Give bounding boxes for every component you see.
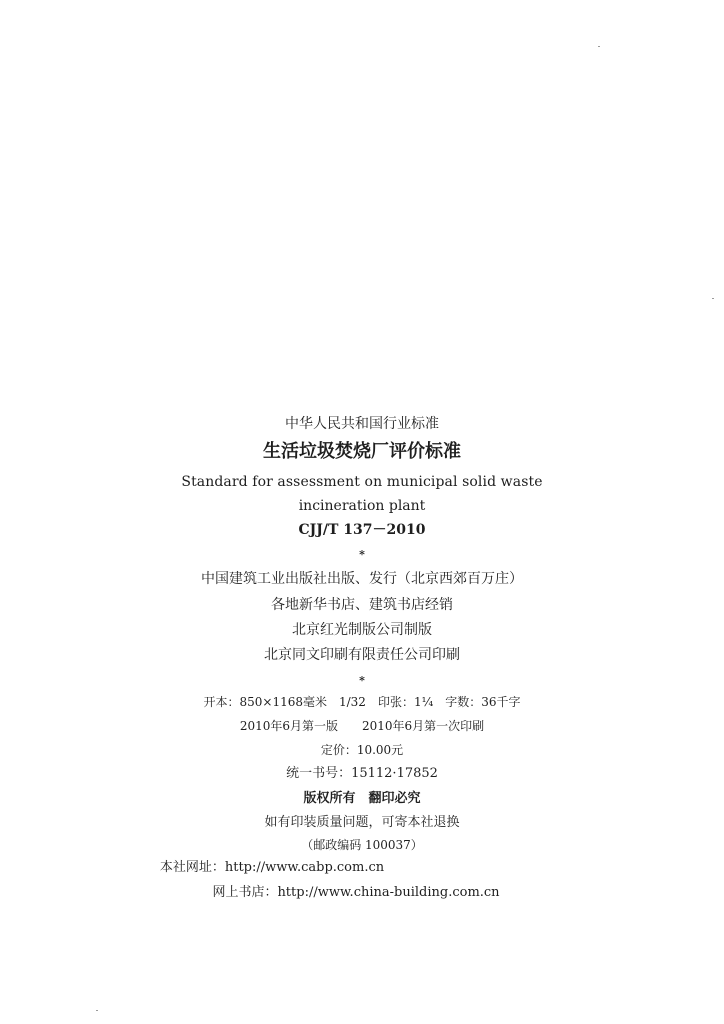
- return-note-line: 如有印装质量问题，可寄本社退换: [264, 815, 460, 830]
- separator-asterisk: *: [359, 548, 365, 561]
- standard-category: 中华人民共和国行业标准: [285, 416, 439, 432]
- separator-asterisk-2: *: [359, 674, 365, 687]
- book-number-line: 统一书号：15112·17852: [286, 766, 438, 781]
- publisher-line: 中国建筑工业出版社出版、发行（北京西郊百万庄）: [201, 571, 523, 587]
- scan-speck: [712, 298, 714, 299]
- book-specifications: 开本：850×1168毫米 1/32 印张：1¼ 字数：36千字: [203, 695, 521, 709]
- title-chinese: 生活垃圾焚烧厂评价标准: [263, 441, 461, 462]
- title-english-line-2: incineration plant: [298, 498, 426, 514]
- standard-code: CJJ/T 137－2010: [298, 522, 426, 538]
- distributor-line: 各地新华书店、建筑书店经销: [271, 597, 453, 613]
- copyright-line: 版权所有 翻印必究: [303, 791, 421, 806]
- scan-speck: [598, 46, 600, 47]
- edition-line: 2010年6月第一版 2010年6月第一次印刷: [239, 719, 485, 733]
- postal-code-line: （邮政编码 100037）: [301, 838, 423, 852]
- printer-line: 北京同文印刷有限责任公司印刷: [264, 647, 460, 663]
- online-store-line: 网上书店：http://www.china-building.com.cn: [212, 885, 500, 900]
- scan-speck: [96, 1010, 98, 1011]
- plate-maker-line: 北京红光制版公司制版: [292, 622, 432, 638]
- price-line: 定价：10.00元: [320, 743, 404, 757]
- website-line: 本社网址：http://www.cabp.com.cn: [159, 860, 385, 875]
- title-english-line-1: Standard for assessment on municipal solid waste: [181, 474, 543, 490]
